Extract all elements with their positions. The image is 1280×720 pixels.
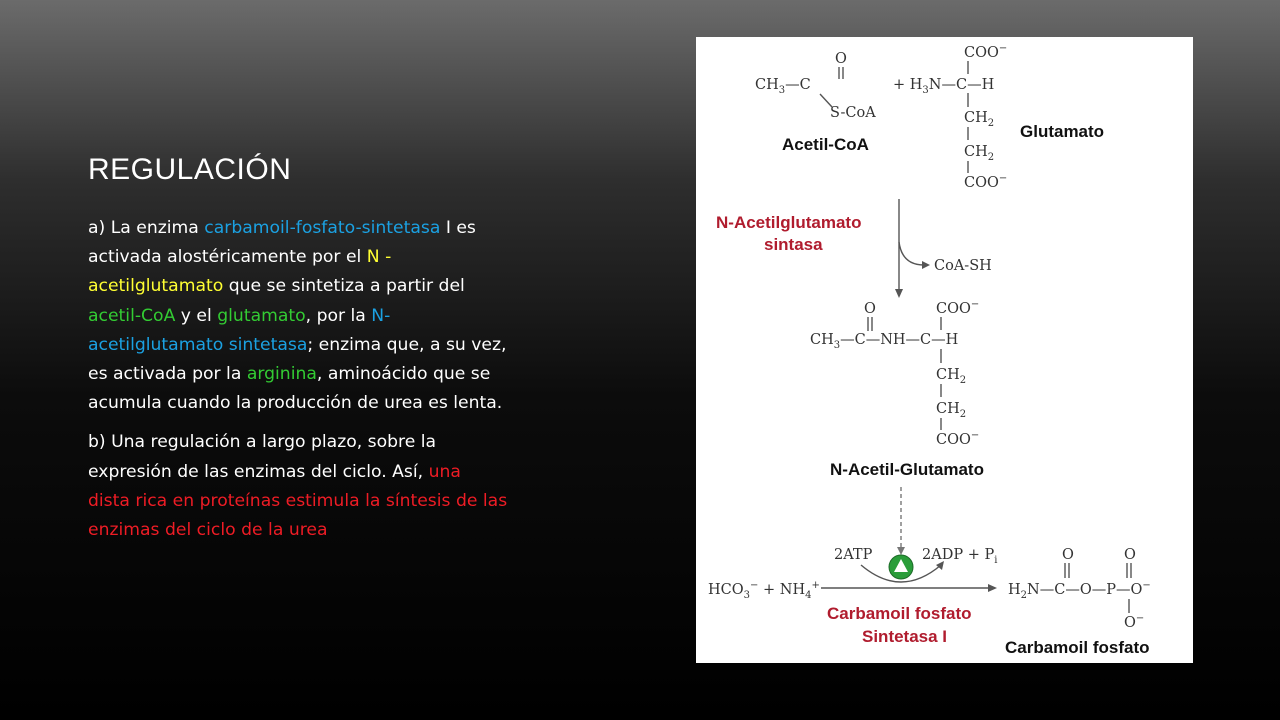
glutamate-label: Glutamato xyxy=(1020,122,1105,141)
enzyme1-label-line2: sintasa xyxy=(764,235,823,254)
svg-text:COO−: COO− xyxy=(964,43,1008,61)
para-a-text-9: , por la xyxy=(305,305,372,326)
svg-text:S-CoA: S-CoA xyxy=(830,105,876,121)
svg-text:CH3—C: $CH_3—C$ xyxy=(755,77,811,96)
highlight-protein-diet: una dista rica en proteínas estimula la síntesis de las enzimas del ciclo de la urea xyxy=(88,461,508,541)
reaction-diagram xyxy=(696,37,1193,663)
svg-text:CH3—C—NH—C—H: $CH_3—C—NH—C—H$ xyxy=(810,332,959,351)
nag-label: N-Acetil-Glutamato xyxy=(830,460,984,479)
term-n-acetilglutamato-sintetasa: N- acetilglutamato sintetasa xyxy=(88,305,391,355)
activation-arrow xyxy=(897,487,905,555)
svg-text:COO−: COO− xyxy=(936,430,980,448)
term-carbamoil-fosfato-sintetasa: carbamoil-fosfato-sintetasa xyxy=(204,218,441,238)
reaction-arrow-1 xyxy=(895,199,992,298)
enzyme2-label-line1: Carbamoil fosfato xyxy=(827,604,972,623)
product-label: Carbamoil fosfato xyxy=(1005,638,1150,657)
svg-text:+ H3N—C—H: + $H_3N—C—H$ xyxy=(893,77,995,96)
term-arginina: arginina xyxy=(246,364,317,385)
atp-label: 2ATP xyxy=(834,547,873,563)
term-n-acetilglutamato: N - acetilglutamato xyxy=(88,247,392,297)
n-acetylglutamate-structure xyxy=(810,299,984,479)
reaction-diagram-svg xyxy=(696,37,1193,663)
substrates-label: $HCO_3^- + NH_4^+$ xyxy=(708,580,820,601)
term-glutamato: glutamato xyxy=(217,305,306,326)
slide-body xyxy=(88,214,508,555)
svg-text:O: O xyxy=(835,51,847,67)
acetyl-coa-structure xyxy=(755,51,876,154)
svg-text:O: O xyxy=(1062,547,1074,563)
svg-text:O: O xyxy=(1124,547,1136,563)
enzyme2-label-line2: Sintetasa I xyxy=(862,627,948,646)
slide-title: REGULACIÓN xyxy=(88,153,292,186)
para-a-text-13: , aminoácido que se acumula cuando la producción de urea es lenta. xyxy=(88,364,503,414)
glutamate-structure xyxy=(893,43,1104,191)
para-a-text-5: que se sintetiza a partir del xyxy=(223,276,465,297)
para-a-text-7: y el xyxy=(175,305,218,326)
adp-label: $2ADP + P_i$ xyxy=(922,547,998,566)
svg-text:O: O xyxy=(864,301,876,317)
svg-text:CH2: $CH_2$ xyxy=(964,144,995,163)
svg-text:CH2: $CH_2$ xyxy=(936,401,967,420)
para-a-text-11: ; enzima que, a su vez, es activada por la xyxy=(88,334,507,385)
term-acetil-coa: acetil-CoA xyxy=(88,305,176,326)
activator-icon xyxy=(889,555,913,579)
enzyme1-label-line1: N-Acetilglutamato xyxy=(716,213,862,232)
carbamoyl-phosphate-structure xyxy=(1008,547,1151,631)
paragraph-a xyxy=(88,214,508,418)
svg-text:O−: O− xyxy=(1124,613,1145,631)
para-a-text-3: I es activada alostéricamente por el xyxy=(88,218,476,268)
paragraph-b xyxy=(88,428,508,545)
para-b-text-1: b) Una regulación a largo plazo, sobre la expresión de las enzimas del ciclo. Así, xyxy=(88,432,437,482)
svg-text:COO−: COO− xyxy=(964,173,1008,191)
acetyl-coa-label: Acetil-CoA xyxy=(782,135,869,154)
svg-text:H2N—C—O—P—O−: $H_2N—C—O—P—O^-$ xyxy=(1008,580,1151,601)
para-a-text-1: a) La enzima xyxy=(88,218,205,238)
svg-text:CH2: $CH_2$ xyxy=(936,367,967,386)
coash-label: CoA-SH xyxy=(934,258,992,274)
svg-text:CH2: $CH_2$ xyxy=(964,110,995,129)
svg-text:COO−: COO− xyxy=(936,299,980,317)
